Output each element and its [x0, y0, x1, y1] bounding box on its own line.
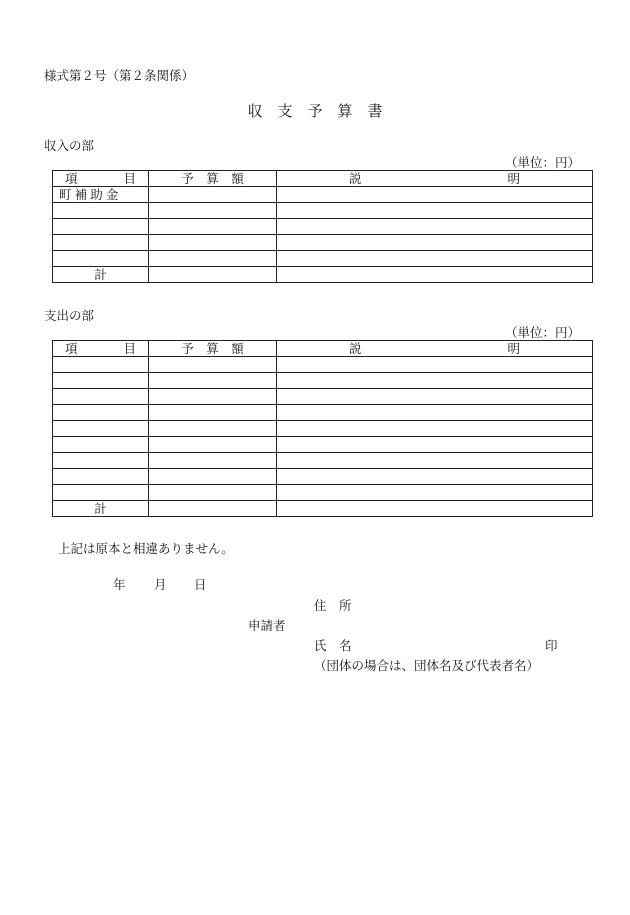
table-row — [53, 187, 593, 203]
description-cell — [277, 437, 593, 453]
total-description-cell — [277, 267, 593, 283]
certification-statement: 上記は原本と相違ありません。 — [58, 541, 234, 556]
item-cell — [53, 219, 149, 235]
seal-mark: 印 — [545, 638, 558, 653]
item-cell — [53, 437, 149, 453]
description-cell — [277, 405, 593, 421]
budget-cell — [149, 453, 277, 469]
description-cell — [277, 469, 593, 485]
item-cell — [53, 405, 149, 421]
table-row — [53, 203, 593, 219]
table-row — [53, 485, 593, 501]
table-row — [53, 453, 593, 469]
expense-header-row — [53, 341, 593, 357]
item-cell — [53, 203, 149, 219]
description-cell — [277, 373, 593, 389]
desc-header-right: 明 — [507, 171, 520, 186]
item-cell — [53, 421, 149, 437]
item-cell — [53, 485, 149, 501]
total-budget-cell — [149, 267, 277, 283]
budget-cell — [149, 219, 277, 235]
expense-total-row — [53, 501, 593, 517]
item-cell — [53, 373, 149, 389]
desc-header-right: 明 — [507, 341, 520, 356]
table-row — [53, 219, 593, 235]
item-header — [53, 171, 149, 187]
desc-header-left: 説 — [349, 171, 362, 186]
total-label: 計 — [53, 501, 149, 517]
budget-cell — [149, 251, 277, 267]
description-cell — [277, 389, 593, 405]
date-year-label: 年 — [113, 577, 126, 592]
item-cell — [53, 389, 149, 405]
organization-note: （団体の場合は、団体名及び代表者名） — [314, 658, 540, 673]
name-label: 氏 名 — [314, 638, 352, 653]
income-table — [52, 170, 593, 283]
table-row — [53, 235, 593, 251]
table-row — [53, 421, 593, 437]
description-cell — [277, 453, 593, 469]
item-cell — [53, 453, 149, 469]
description-header — [277, 171, 593, 187]
budget-cell — [149, 373, 277, 389]
table-row — [53, 437, 593, 453]
table-row — [53, 405, 593, 421]
item-header — [53, 341, 149, 357]
document-title: 収 支 予 算 書 — [247, 102, 383, 120]
budget-cell — [149, 485, 277, 501]
table-row — [53, 389, 593, 405]
description-cell — [277, 485, 593, 501]
item-cell — [53, 235, 149, 251]
budget-cell — [149, 203, 277, 219]
item-header-left: 項 — [65, 341, 78, 356]
description-cell — [277, 421, 593, 437]
total-description-cell — [277, 501, 593, 517]
description-cell — [277, 357, 593, 373]
budget-cell — [149, 357, 277, 373]
income-total-row — [53, 267, 593, 283]
item-header-right: 目 — [123, 171, 136, 186]
item-header-right: 目 — [123, 341, 136, 356]
date-month-label: 月 — [154, 577, 167, 592]
item-header-left: 項 — [65, 171, 78, 186]
expense-table — [52, 340, 593, 517]
desc-header-left: 説 — [349, 341, 362, 356]
budget-cell — [149, 389, 277, 405]
item-cell — [53, 251, 149, 267]
description-cell — [277, 235, 593, 251]
budget-cell — [149, 437, 277, 453]
budget-header: 予 算 額 — [149, 171, 277, 187]
description-cell — [277, 219, 593, 235]
income-unit-label: （単位：円） — [504, 155, 580, 170]
description-header — [277, 341, 593, 357]
expense-unit-label: （単位：円） — [504, 325, 580, 340]
form-number: 様式第２号（第２条関係） — [44, 68, 195, 83]
description-cell — [277, 187, 593, 203]
table-row — [53, 373, 593, 389]
date-day-label: 日 — [194, 577, 207, 592]
budget-cell — [149, 187, 277, 203]
table-row — [53, 251, 593, 267]
description-cell — [277, 203, 593, 219]
total-budget-cell — [149, 501, 277, 517]
description-cell — [277, 251, 593, 267]
budget-cell — [149, 405, 277, 421]
item-cell — [53, 469, 149, 485]
item-cell — [53, 357, 149, 373]
address-label: 住 所 — [314, 598, 352, 613]
income-section-label: 収入の部 — [44, 138, 95, 153]
income-header-row — [53, 171, 593, 187]
budget-cell — [149, 469, 277, 485]
table-row — [53, 357, 593, 373]
budget-cell — [149, 235, 277, 251]
budget-cell — [149, 421, 277, 437]
total-label: 計 — [53, 267, 149, 283]
applicant-label: 申請者 — [248, 618, 286, 633]
budget-header: 予 算 額 — [149, 341, 277, 357]
expense-section-label: 支出の部 — [44, 308, 95, 323]
item-cell: 町補助金 — [53, 187, 149, 203]
table-row — [53, 469, 593, 485]
